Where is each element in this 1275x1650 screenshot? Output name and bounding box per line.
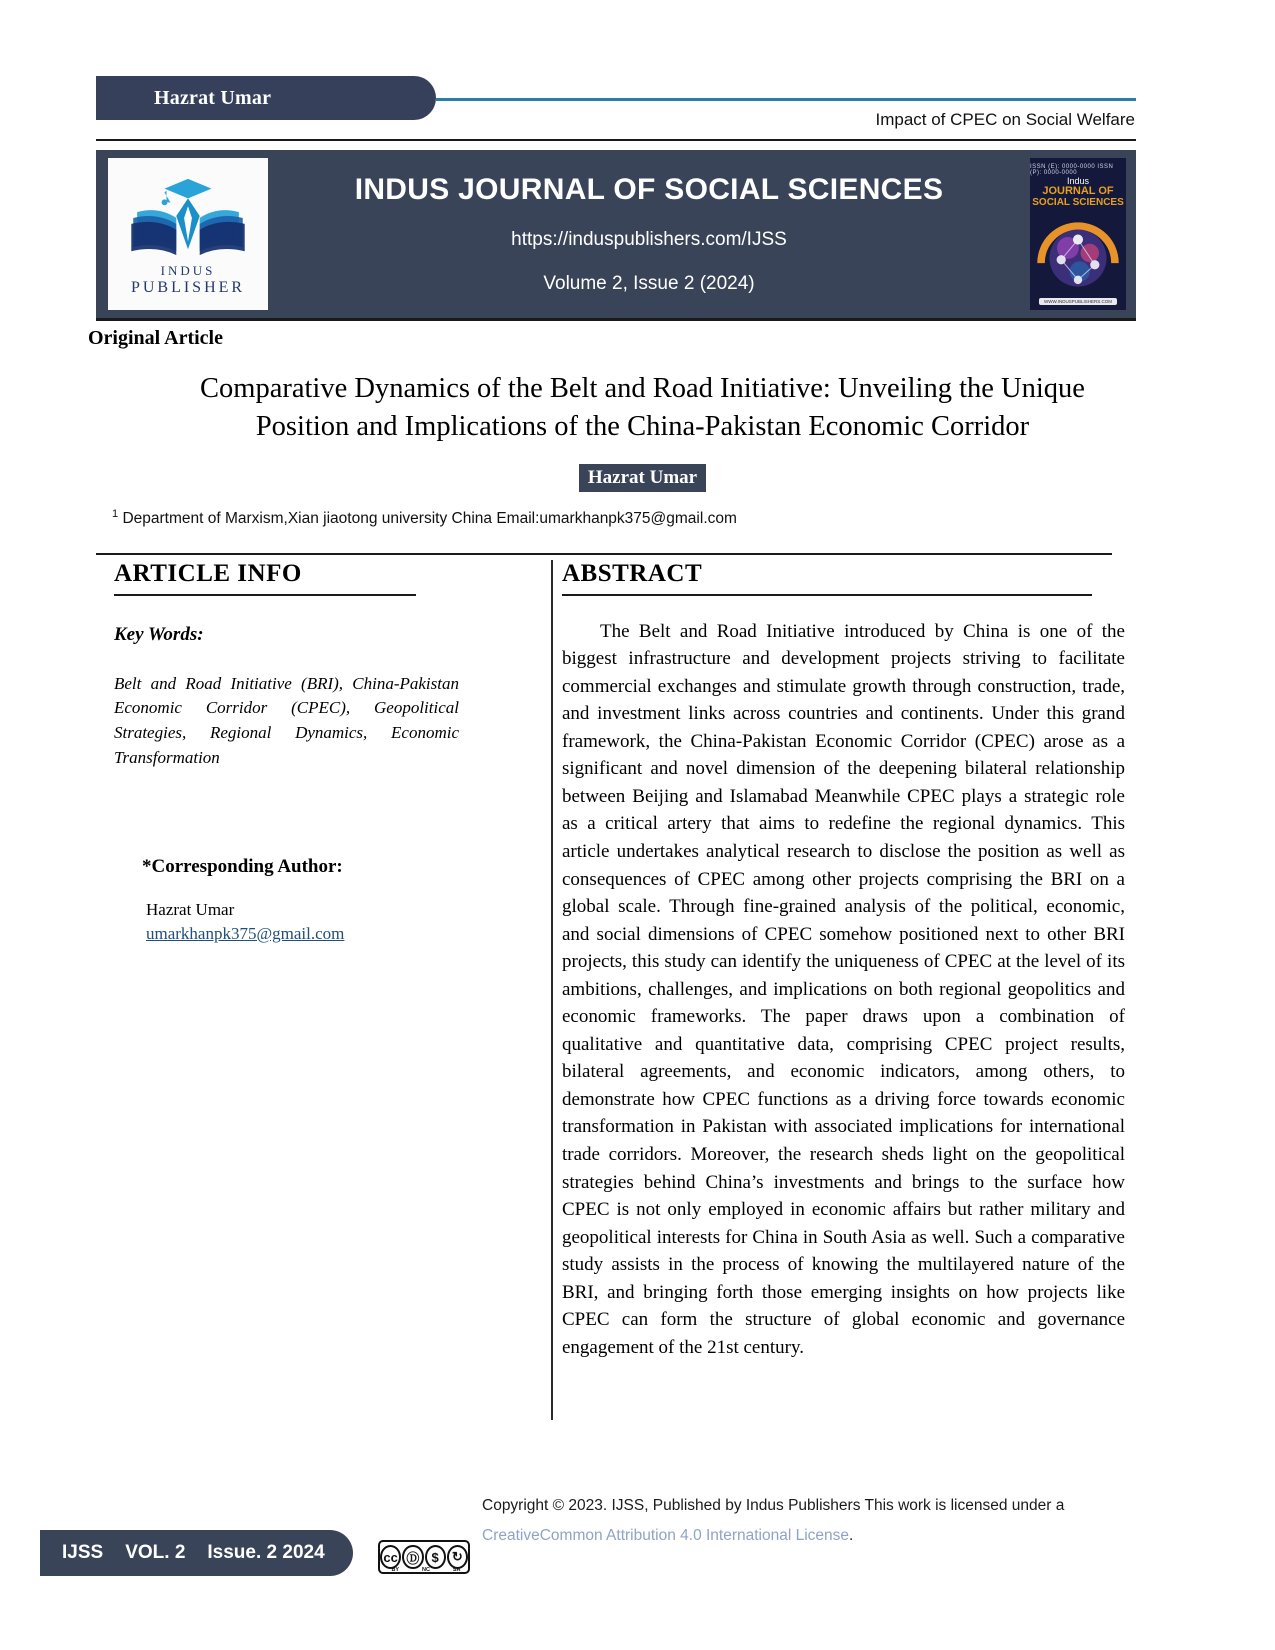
- article-info-column: [114, 560, 459, 944]
- cover-indus-label: Indus: [1066, 176, 1090, 186]
- corresponding-author-name: Hazrat Umar: [146, 900, 235, 920]
- cover-globe-icon: [1036, 211, 1120, 295]
- running-head-author-label: Hazrat Umar: [154, 86, 272, 109]
- publisher-logo: [108, 158, 268, 310]
- affiliation: [112, 508, 1112, 528]
- cc-label-nc: NC: [422, 1567, 430, 1573]
- cover-journal-line1: JOURNAL OF: [1042, 185, 1114, 197]
- journal-url[interactable]: https://induspublishers.com/IJSS: [511, 229, 787, 250]
- footer-volume: VOL. 2: [125, 1542, 186, 1563]
- logo-text-indus: INDUS: [160, 263, 216, 278]
- cc-label-sa: SA: [452, 1567, 461, 1573]
- cc-logo-icon: cc: [380, 1545, 401, 1569]
- running-head: [0, 62, 1275, 132]
- banner-center: [268, 150, 1030, 318]
- section-divider-rule: [96, 553, 1112, 555]
- author-line: [150, 467, 1135, 489]
- footer-journal-abbrev: IJSS: [62, 1542, 104, 1563]
- title-block: [150, 370, 1135, 489]
- article-info-heading-rule: [114, 594, 416, 596]
- body-columns: [96, 560, 1136, 1430]
- abstract-column: [562, 560, 1125, 1361]
- logo-text-publisher: PUBLISHER: [130, 279, 246, 296]
- journal-banner: [96, 150, 1136, 318]
- creative-commons-icon[interactable]: [378, 1540, 470, 1574]
- column-divider: [551, 560, 553, 1420]
- page-title: Comparative Dynamics of the Belt and Road Initiative: Unveiling the Unique Position and Implications of the China-Pakistan Economic Corridor: [200, 373, 1085, 442]
- license-link-part2[interactable]: Common Attribution 4.0 International License: [539, 1526, 850, 1544]
- abstract-heading: ABSTRACT: [562, 560, 703, 587]
- license-link-part1[interactable]: Creative: [482, 1526, 540, 1544]
- cover-journal-line2: SOCIAL SCIENCES: [1032, 196, 1124, 208]
- top-divider: [96, 139, 1136, 141]
- abstract-body: The Belt and Road Initiative introduced by China is one of the biggest infrastructure and development projects striving to facilitate commercial exchanges and stimulate growth through construction, trade, and investment links across countries and continents. Under this grand framework, the China-Pakistan Economic Corridor (CPEC) arose as a significant and novel dimension of the deepening bilateral relationship between Beijing and Islamabad Meanwhile CPEC plays a strategic role as a critical artery that aims to redefine the regional dynamics. This article undertakes analytical research to disclose the position as well as consequences of CPEC among other projects comprising the BRI on a global scale. Through fine-grained analysis of the political, economic, and social dimensions of CPEC somehow positioned next to other BRI projects, this study can identify the uniqueness of CPEC at the level of its ambitions, challenges, and implications on both regional geopolitics and economic frameworks. The paper draws upon a combination of qualitative and quantitative data, comprising CPEC project results, bilateral agreements, and economic indicators, among others, to demonstrate how CPEC functions as a driving force towards economic transformation in Pakistan with associated implications for international trade corridors. Moreover, the research sheds light on the geopolitical strategies behind China’s investments and brings to the surface how CPEC is not only employed in economic affairs but rather military and geopolitical interests for China in South Asia as well. Such a comparative study assists in the process of knowing the multilayered nature of the BRI, and bringing forth those emerging insights on how projects like CPEC can form the structure of global economic and governance engagement of the 21st century.: [562, 620, 1125, 1358]
- running-head-rule: [436, 98, 1136, 101]
- cc-sub-labels: [380, 1567, 472, 1573]
- cc-label-by: BY: [391, 1567, 400, 1573]
- footer-issue: Issue. 2 2024: [207, 1542, 325, 1563]
- author-name: Hazrat Umar: [579, 464, 706, 492]
- cover-website-badge: WWW.INDUSPUBLISHERS.COM: [1039, 298, 1117, 305]
- journal-cover-thumbnail: [1030, 158, 1126, 310]
- corresponding-author-label: *Corresponding Author:: [142, 856, 343, 878]
- abstract-heading-rule: [562, 594, 1092, 596]
- running-head-author-tab: [96, 76, 436, 120]
- banner-underline: [96, 318, 1136, 321]
- footer-copyright: [482, 1491, 1082, 1550]
- cc-by-icon: Ⓓ: [402, 1545, 423, 1569]
- keywords-label: Key Words:: [114, 623, 204, 645]
- cover-issn-line: ISSN (E): 0000-0000 ISSN (P): 0000-0000: [1030, 164, 1114, 176]
- running-head-title: Impact of CPEC on Social Welfare: [875, 110, 1135, 129]
- article-type-label: Original Article: [88, 327, 223, 349]
- cc-nc-icon: $: [425, 1545, 446, 1569]
- affiliation-text: Department of Marxism,Xian jiaotong university China Email:umarkhanpk375@gmail.com: [122, 510, 737, 528]
- footer-license-period: .: [849, 1526, 854, 1544]
- affiliation-marker: 1: [112, 508, 119, 520]
- corresponding-author-email[interactable]: umarkhanpk375@gmail.com: [146, 924, 345, 944]
- article-info-heading: ARTICLE INFO: [114, 560, 302, 587]
- indus-publisher-logo-icon: [129, 173, 247, 261]
- journal-volume-issue: Volume 2, Issue 2 (2024): [543, 273, 755, 294]
- footer-copyright-text: Copyright © 2023. IJSS, Published by Indus Publishers This work is licensed under a: [482, 1497, 1065, 1515]
- cc-sa-icon: ↻: [447, 1545, 468, 1569]
- footer-journal-pill: [40, 1530, 353, 1576]
- keywords-text: Belt and Road Initiative (BRI), China-Pakistan Economic Corridor (CPEC), Geopolitical Strategies, Regional Dynamics, Economic Transformation: [114, 673, 459, 767]
- page-footer: [0, 1450, 1275, 1650]
- journal-title: INDUS JOURNAL OF SOCIAL SCIENCES: [354, 173, 944, 206]
